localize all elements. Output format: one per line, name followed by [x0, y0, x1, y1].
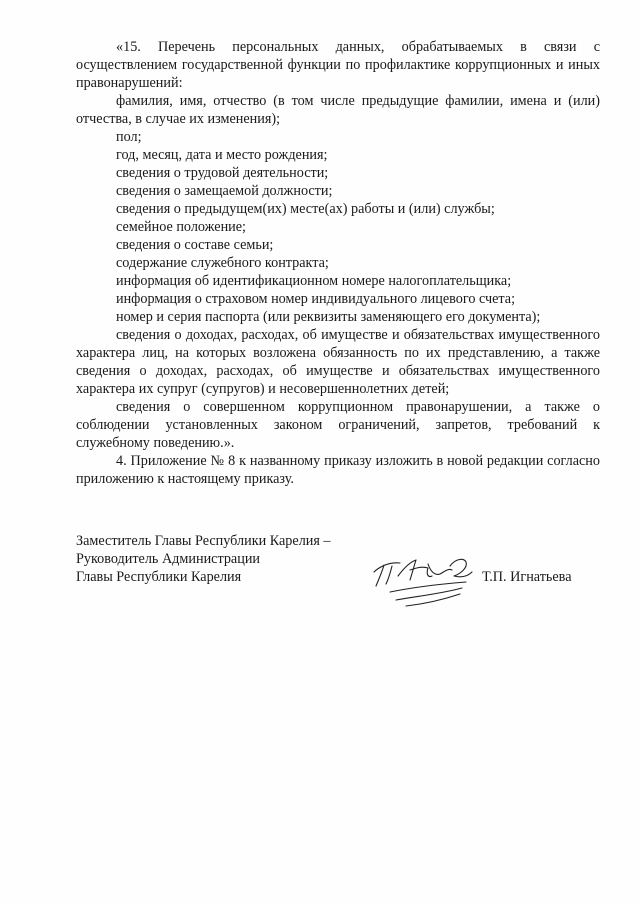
- handwritten-signature: [370, 548, 480, 610]
- closing-paragraph: 4. Приложение № 8 к названному приказу изложить в новой редакции согласно приложению к настоящему приказу.: [76, 453, 600, 487]
- list-item: сведения о трудовой деятельности;: [116, 165, 329, 181]
- list-item: год, месяц, дата и место рождения;: [116, 147, 328, 163]
- position-line: Руководитель Администрации: [76, 551, 261, 567]
- intro-paragraph: «15. Перечень персональных данных, обрабатываемых в связи с осуществлением государственной функции по профилактике коррупционных и иных правонарушений:: [76, 39, 600, 91]
- list-item: пол;: [116, 129, 142, 145]
- document-body: [76, 38, 600, 488]
- list-item: информация о страховом номер индивидуального лицевого счета;: [116, 291, 516, 307]
- position-line: Заместитель Главы Республики Карелия –: [76, 533, 331, 549]
- list-item: сведения о совершенном коррупционном правонарушении, а также о соблюдении установленных законом ограничений, запретов, требований к служебному поведению.».: [76, 399, 600, 451]
- list-item: содержание служебного контракта;: [116, 255, 329, 271]
- list-item: сведения о замещаемой должности;: [116, 183, 333, 199]
- list-item: номер и серия паспорта (или реквизиты заменяющего его документа);: [116, 309, 541, 325]
- list-item: семейное положение;: [116, 219, 246, 235]
- list-item: фамилия, имя, отчество (в том числе предыдущие фамилии, имена и (или) отчества, в случае их изменения);: [76, 93, 600, 127]
- list-item: сведения о предыдущем(их) месте(ах) работы и (или) службы;: [116, 201, 495, 217]
- position-line: Главы Республики Карелия: [76, 569, 242, 585]
- signatory-position: [76, 532, 331, 586]
- list-item: сведения о составе семьи;: [116, 237, 274, 253]
- list-item: информация об идентификационном номере налогоплательщика;: [116, 273, 512, 289]
- signer-name: Т.П. Игнатьева: [482, 569, 572, 585]
- list-item: сведения о доходах, расходах, об имуществе и обязательствах имущественного характера лиц, на которых возложена обязанность по их представлению, а также сведения о доходах, расходах, об имуществе и обязательствах имущественного характера их супруг (супругов) и несовершеннолетних детей;: [76, 327, 600, 397]
